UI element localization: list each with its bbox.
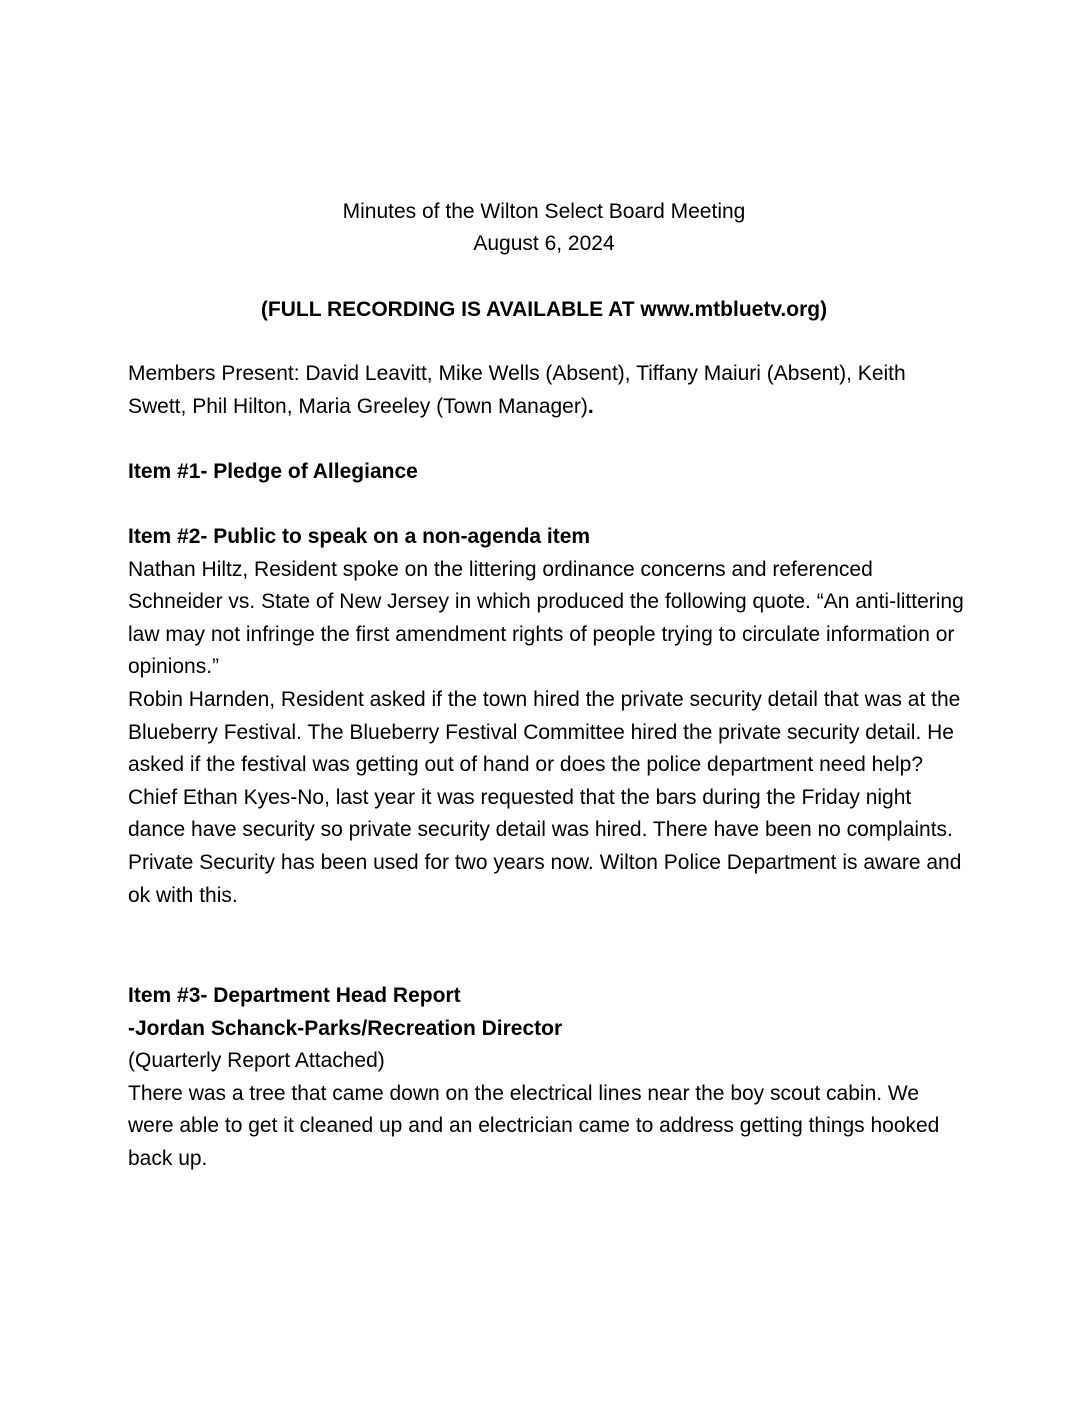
agenda-item-3 [128,980,968,1176]
meeting-date: August 6, 2024 [473,232,615,255]
item-3-paragraph-1: There was a tree that came down on the electrical lines near the boy scout cabin. We were able to get it cleaned up and an electrician came to address getting things hooked back up. [128,1081,940,1170]
document-title: Minutes of the Wilton Select Board Meeting [342,200,746,223]
recording-note: (FULL RECORDING IS AVAILABLE AT www.mtbluetv.org) [260,298,828,321]
item-3-note: (Quarterly Report Attached) [128,1049,385,1073]
item-2-paragraph-2: Robin Harnden, Resident asked if the town hired the private security detail that was at the Blueberry Festival. The Blueberry Festival Committee hired the private security detail. He asked if the festival was getting out of hand or does the police department need help? [128,687,961,777]
item-3-heading: Item #3- Department Head Report [128,984,461,1007]
members-present-period: . [587,394,594,418]
members-present-list: Members Present: David Leavitt, Mike Wells (Absent), Tiffany Maiuri (Absent), Keith Swett, Phil Hilton, Maria Greeley (Town Manager) [128,362,906,418]
agenda-item-2 [128,521,968,912]
agenda-item-1 [128,456,968,489]
item-2-paragraph-3: Chief Ethan Kyes-No, last year it was requested that the bars during the Friday night dance have security so private security detail was hired. There have been no complaints. Private Security has been used for two years now. Wilton Police Department is aware and ok with this. [128,785,962,907]
item-1-heading: Item #1- Pledge of Allegiance [128,460,418,483]
item-2-heading: Item #2- Public to speak on a non-agenda item [128,525,591,548]
members-present-text [128,358,968,423]
members-present [128,358,968,423]
item-2-paragraph-1: Nathan Hiltz, Resident spoke on the littering ordinance concerns and referenced Schneider vs. State of New Jersey in which produced the following quote. “An anti-littering law may not infringe the first amendment rights of people trying to circulate information or opinions.” [128,557,964,679]
item-3-subheading: -Jordan Schanck-Parks/Recreation Director [128,1016,563,1040]
